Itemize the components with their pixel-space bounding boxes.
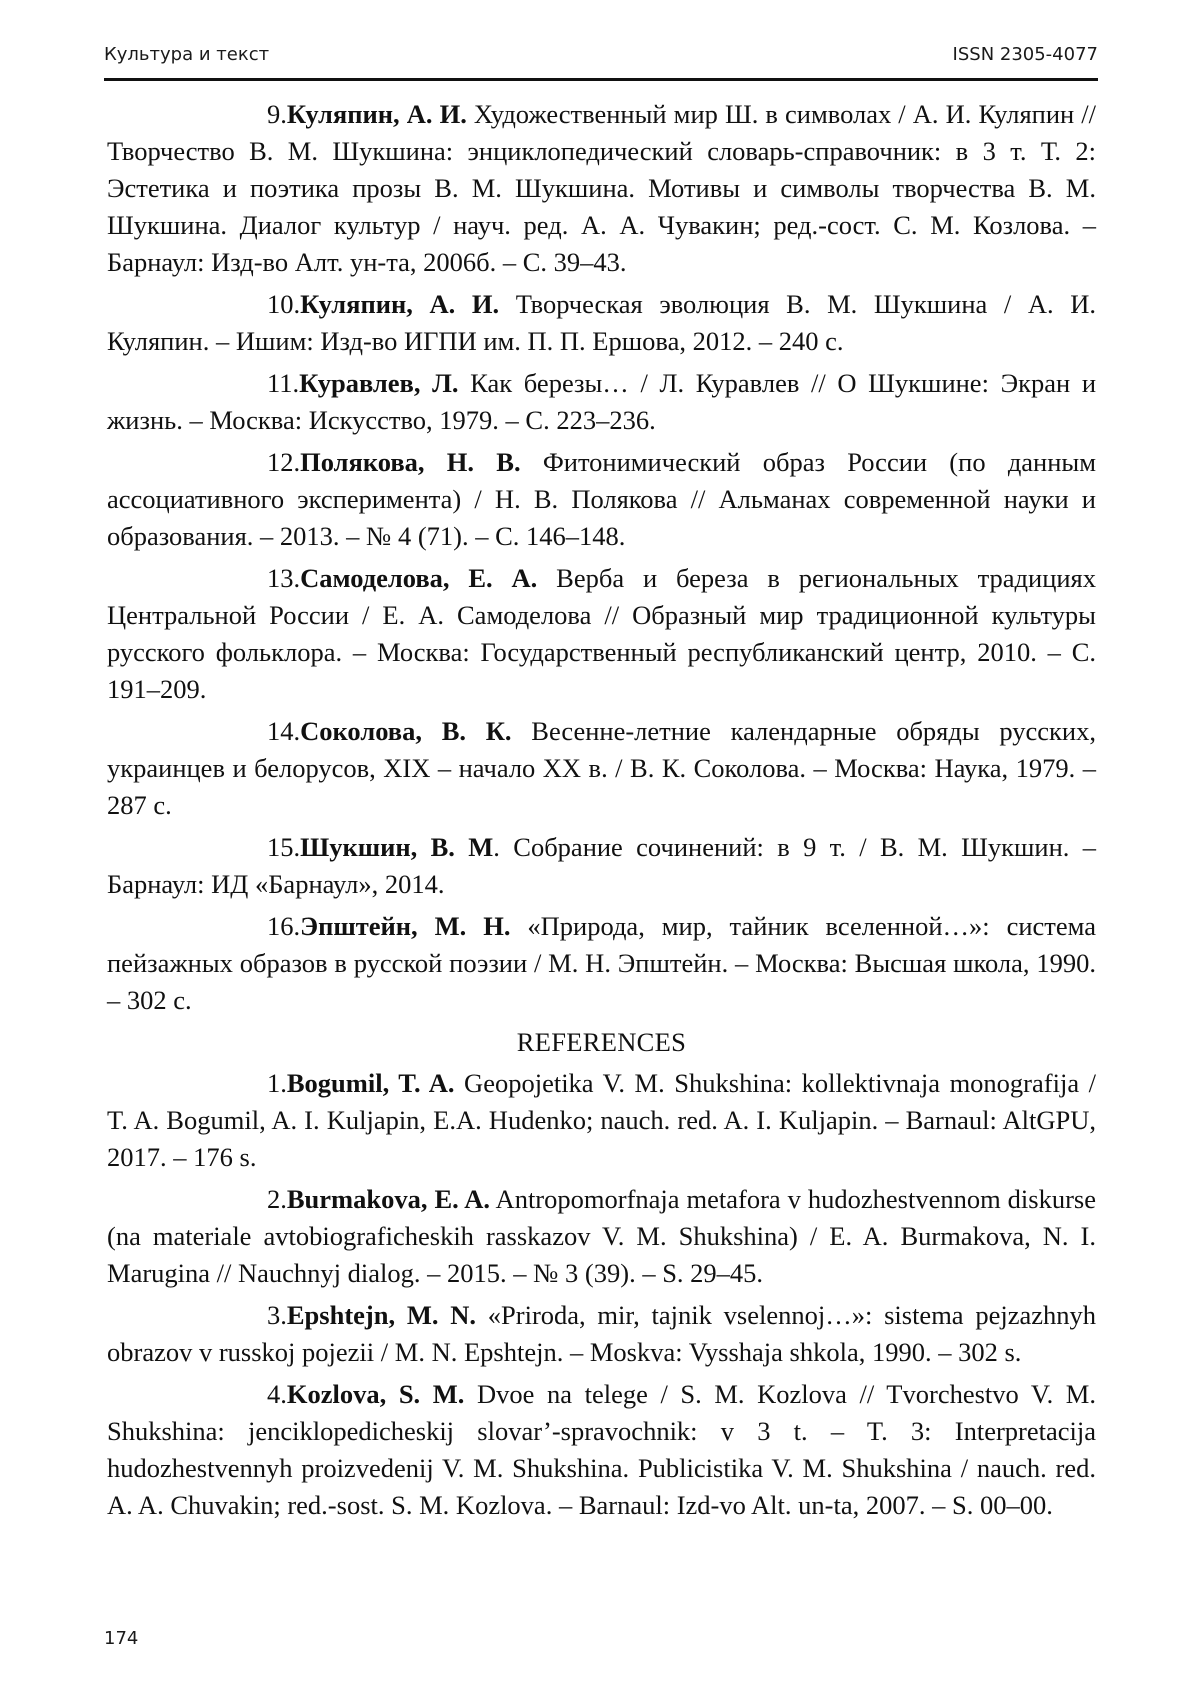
- reference-number: 11.: [267, 368, 300, 398]
- reference-item: [107, 286, 1096, 360]
- reference-item: [107, 1297, 1096, 1371]
- reference-author: Куравлев, Л.: [299, 368, 459, 398]
- reference-number: 15.: [267, 832, 301, 862]
- page-number: 174: [104, 1628, 139, 1649]
- reference-author: Куляпин, А. И.: [286, 99, 467, 129]
- reference-author: Kozlova, S. M.: [286, 1379, 465, 1409]
- reference-item: [107, 908, 1096, 1019]
- reference-number: 14.: [267, 716, 301, 746]
- reference-item: [107, 1376, 1096, 1524]
- reference-number: 16.: [267, 911, 301, 941]
- reference-text: Geopojetika V. M. Shukshina: kollektivnaja monografija / T. A. Bogumil, A. I. Kuljapin, E.A. Hudenko; nauch. red. A. I. Kuljapin. – Barnaul: AltGPU, 2017. – 176 s.: [107, 1068, 1097, 1172]
- reference-number: 2.: [267, 1184, 287, 1214]
- journal-title: Культура и текст: [104, 44, 270, 65]
- reference-item: [107, 829, 1096, 903]
- reference-author: Bogumil, T. A.: [286, 1068, 455, 1098]
- reference-number: 9.: [267, 99, 287, 129]
- issn-label: ISSN 2305-4077: [952, 44, 1098, 65]
- reference-number: 4.: [267, 1379, 287, 1409]
- reference-text: «Priroda, mir, tajnik vselennoj…»: sistema pejzazhnyh obrazov v russkoj pojezii / M. N. Epshtejn. – Moskva: Vysshaja shkola, 1990. – 302 s.: [107, 1300, 1096, 1367]
- reference-author: Куляпин, А. И.: [300, 289, 500, 319]
- reference-number: 1.: [267, 1068, 287, 1098]
- reference-text: Dvoe na telege / S. M. Kozlova // Tvorchestvo V. M. Shukshina: jenciklopedicheskij slovar’-spravochnik: v 3 t. – T. 3: Interpretacija hudozhestvennyh proizvedenij V. M. Shukshina. Publicistika V. M. Shukshina / nauch. red. A. A. Chuvakin; red.-sost. S. M. Kozlova. – Barnaul: Izd-vo Alt. un-ta, 2007. – S. 00–00.: [107, 1379, 1096, 1520]
- references-heading: REFERENCES: [516, 1027, 687, 1057]
- reference-text: «Природа, мир, тайник вселенной…»: система пейзажных образов в русской поэзии / М. Н. Эпштейн. – Москва: Высшая школа, 1990. – 302 с.: [107, 911, 1096, 1015]
- reference-text: Художественный мир Ш. в символах / А. И. Куляпин // Творчество В. М. Шукшина: энциклопедический словарь-справочник: в 3 т. Т. 2: Эстетика и поэтика прозы В. М. Шукшина. Мотивы и символы творчества В. М. Шукшина. Диалог культур / науч. ред. А. А. Чувакин; ред.-сост. С. М. Козлова. – Барнаул: Изд-во Алт. ун-та, 2006б. – С. 39–43.: [107, 99, 1097, 277]
- reference-item: [107, 713, 1096, 824]
- reference-number: 13.: [267, 563, 301, 593]
- reference-author: Соколова, В. К.: [300, 716, 512, 746]
- reference-item: [107, 1065, 1096, 1176]
- reference-text: Фитонимический образ России (по данным ассоциативного эксперимента) / Н. В. Полякова // Альманах современной науки и образования. – 2013. – № 4 (71). – С. 146–148.: [107, 447, 1096, 551]
- reference-author: Epshtejn, M. N.: [286, 1300, 477, 1330]
- reference-author: Самоделова, Е. А.: [300, 563, 538, 593]
- reference-text: Как березы… / Л. Куравлев // О Шукшине: Экран и жизнь. – Москва: Искусство, 1979. – С. 223–236.: [107, 368, 1096, 435]
- reference-text: Antropomorfnaja metafora v hudozhestvennom diskurse (na materiale avtobiograficheskih rasskazov V. M. Shukshina) / E. A. Burmakova, N. I. Marugina // Nauchnyj dialog. – 2015. – № 3 (39). – S. 29–45.: [107, 1184, 1096, 1288]
- reference-text: Верба и береза в региональных традициях Центральной России / Е. А. Самоделова // Образный мир традиционной культуры русского фольклора. – Москва: Государственный республиканский центр, 2010. – С. 191–209.: [107, 563, 1096, 704]
- reference-author: Шукшин, В. М: [300, 832, 494, 862]
- reference-item: [107, 365, 1096, 439]
- reference-content: [107, 96, 1096, 1529]
- reference-author: Полякова, Н. В.: [300, 447, 521, 477]
- reference-text: Весенне-летние календарные обряды русских, украинцев и белорусов, XIX – начало XX в. / В. К. Соколова. – Москва: Наука, 1979. – 287 с.: [107, 716, 1096, 820]
- reference-text: Творческая эволюция В. М. Шукшина / А. И. Куляпин. – Ишим: Изд-во ИГПИ им. П. П. Ершова, 2012. – 240 с.: [107, 289, 1096, 356]
- reference-item: [107, 96, 1096, 281]
- reference-item: [107, 444, 1096, 555]
- header-rule: [104, 78, 1098, 81]
- reference-text: . Собрание сочинений: в 9 т. / В. М. Шукшин. – Барнаул: ИД «Барнаул», 2014.: [107, 832, 1096, 899]
- reference-number: 3.: [267, 1300, 287, 1330]
- reference-item: [107, 560, 1096, 708]
- reference-number: 10.: [267, 289, 301, 319]
- reference-author: Эпштейн, М. Н.: [300, 911, 511, 941]
- reference-item: [107, 1181, 1096, 1292]
- reference-author: Burmakova, E. A.: [286, 1184, 491, 1214]
- reference-number: 12.: [267, 447, 301, 477]
